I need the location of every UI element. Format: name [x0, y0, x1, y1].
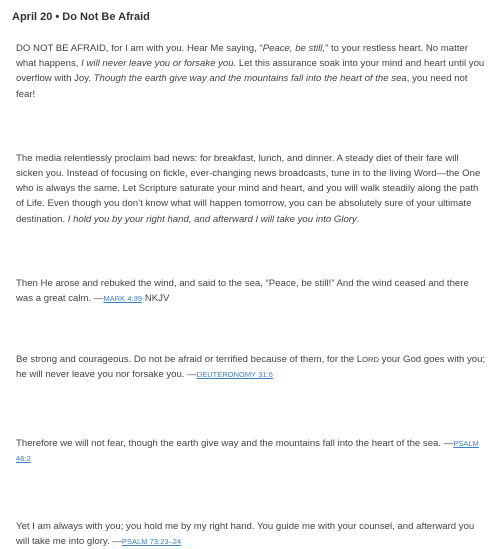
quote-italic: Though the earth give way and the mountains fall into the heart of the sea: [93, 73, 407, 85]
scripture-reference-link[interactable]: MARK 4:39: [103, 294, 143, 304]
devotional-paragraph-2: [16, 151, 488, 227]
devotional-content: [16, 41, 488, 549]
translation-label: NKJV: [142, 293, 170, 305]
quote-italic: I will never leave you or forsake you.: [81, 58, 237, 70]
text: DO NOT BE AFRAID, for I am with you. Hear Me saying, “: [16, 43, 263, 54]
scripture-text: Then He arose and rebuked the wind, and said to the sea, “Peace, be still!” And the wind ceased and there was a great calm. —: [16, 277, 469, 305]
scripture-psalm-46: [16, 436, 488, 466]
scripture-reference-link[interactable]: PSALM 46:2: [16, 438, 479, 463]
scripture-text: Yet I am always with you; you hold me by my right hand. You guide me with your counsel, and afterward you will take me into glory. —: [16, 521, 475, 548]
scripture-reference-link[interactable]: PSALM 73:23–24: [121, 537, 182, 547]
scripture-deuteronomy: [16, 352, 488, 382]
scripture-mark: [16, 276, 488, 306]
scripture-text: your God goes with you; he will never leave you nor forsake you. —: [16, 354, 486, 381]
devotional-paragraph-1: [16, 41, 488, 102]
page-title: April 20 • Do Not Be Afraid: [12, 11, 150, 23]
scripture-reference-link[interactable]: DEUTERONOMY 31:6: [196, 370, 273, 380]
scripture-text: Therefore we will not fear, though the earth give way and the mountains fall into the heart of the sea. —: [16, 437, 454, 449]
text: .: [356, 213, 360, 225]
lord-smallcaps: ORD: [362, 355, 379, 365]
scripture-psalm-73: [16, 519, 488, 549]
text: Let this assurance soak into your mind and heart until you overflow with Joy.: [16, 58, 485, 85]
quote-italic: Peace, be still,: [262, 43, 326, 54]
text: , you need not fear!: [16, 73, 468, 100]
text: The media relentlessly proclaim bad news: for breakfast, lunch, and dinner. A steady diet of their fare will sicken you. Instead of focusing on fickle, ever-changing news broadcasts, tune in to the living Word—the One who is always the same. Let Scripture saturate your mind and heart, and you will walk steadily along the path of Life. Even though you don’t know what will happen tomorrow, you can be absolutely sure of your ultimate destination.: [16, 152, 481, 225]
lord-initial: L: [356, 354, 363, 366]
scripture-text: Be strong and courageous. Do not be afraid or terrified because of them, for the: [16, 354, 357, 366]
quote-italic: I hold you by your right hand, and afterward I will take you into Glory: [67, 213, 357, 225]
text: ” to your restless heart. No matter what happens,: [16, 43, 468, 70]
